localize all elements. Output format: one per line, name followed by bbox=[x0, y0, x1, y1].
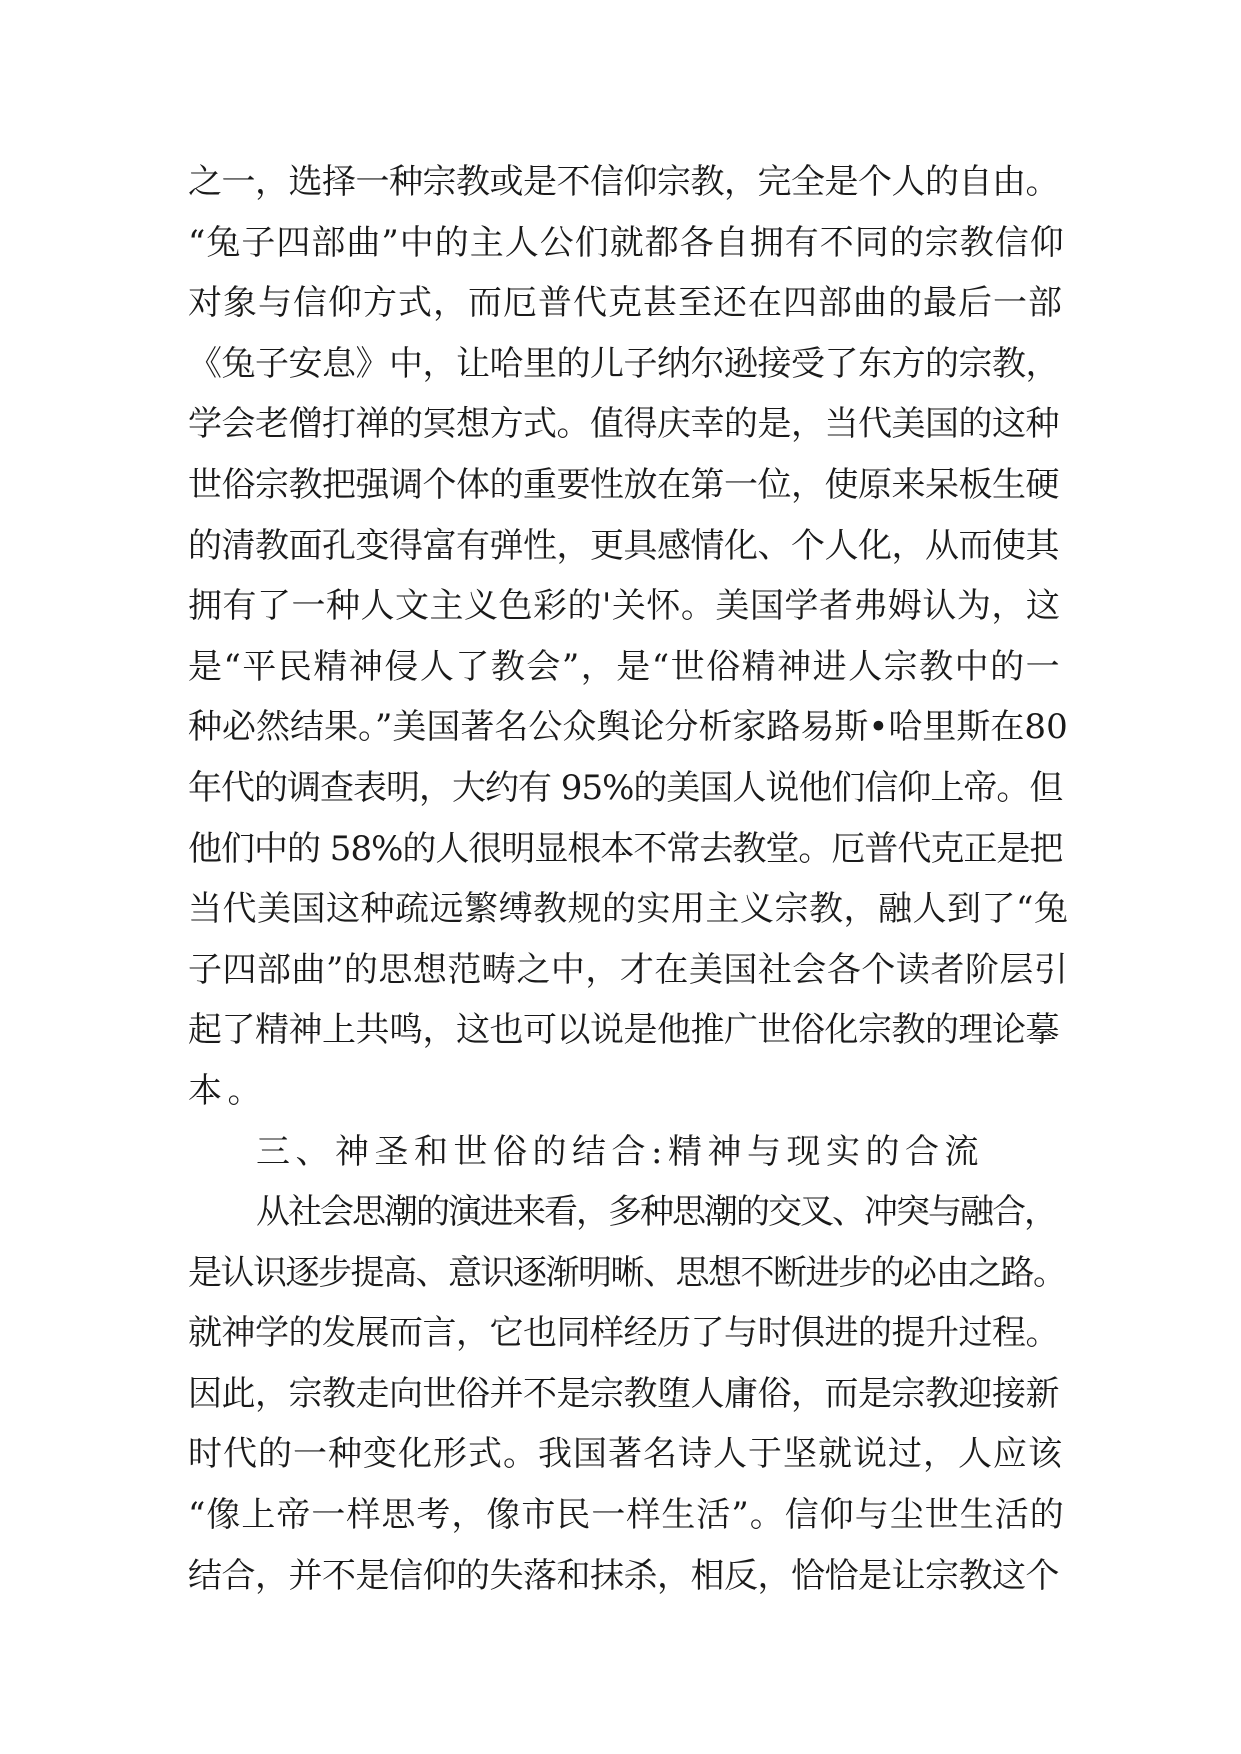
text-line: 学会老僧打禅的冥想方式。值得庆幸的是，当代美国的这种 bbox=[188, 404, 1059, 445]
text-line: 子四部曲”的思想范畴之中，才在美国社会各个读者阶层引 bbox=[188, 949, 1069, 990]
text-line: 是认识逐步提高、意识逐渐明晰、思想不断进步的必由之路。 bbox=[188, 1252, 1066, 1293]
text-line: 就神学的发展而言，它也同样经历了与时俱进的提升过程。 bbox=[188, 1313, 1059, 1354]
text-line: 拥有了一种人文主义色彩的'关怀。美国学者弗姆认为，这 bbox=[188, 586, 1061, 627]
text-line: “像上帝一样思考，像市民一样生活”。信仰与尘世生活的 bbox=[188, 1495, 1065, 1536]
text-line: 当代美国这种疏远繁缚教规的实用主义宗教，融人到了“兔 bbox=[188, 889, 1069, 930]
text-line: 本。 bbox=[188, 1070, 267, 1111]
text-line: 结合，并不是信仰的失落和抹杀，相反，恰恰是让宗教这个 bbox=[188, 1555, 1059, 1596]
text-line: 对象与信仰方式，而厄普代克甚至还在四部曲的最后一部 bbox=[188, 283, 1063, 324]
text-line: “兔子四部曲”中的主人公们就都各自拥有不同的宗教信仰 bbox=[188, 222, 1065, 263]
text-line: 是“平民精神侵人了教会”，是“世俗精神进人宗教中的一 bbox=[188, 646, 1062, 687]
text-line: 世俗宗教把强调个体的重要性放在第一位，使原来呆板生硬 bbox=[188, 464, 1059, 505]
text-line: 《兔子安息》中，让哈里的儿子纳尔逊接受了东方的宗教， bbox=[188, 343, 1059, 384]
text-line: 年代的调查表明，大约有 95%的美国人说他们信仰上帝。但 bbox=[188, 767, 1063, 808]
text-line: 种必然结果。”美国著名公众舆论分析家路易斯•哈里斯在80 bbox=[188, 707, 1068, 748]
text-line: 从社会思潮的演进来看，多种思潮的交叉、冲突与融合， bbox=[256, 1192, 1056, 1233]
text-line: 时代的一种变化形式。我国著名诗人于坚就说过，人应该 bbox=[188, 1434, 1063, 1475]
text-line: 起了精神上共鸣，这也可以说是他推广世俗化宗教的理论摹 bbox=[188, 1010, 1059, 1051]
text-line: 的清教面孔变得富有弹性，更具感情化、个人化，从而使其 bbox=[188, 525, 1059, 566]
body-text bbox=[188, 152, 1068, 1606]
text-line: 他们中的 58%的人很明显根本不常去教堂。厄普代克正是把 bbox=[188, 828, 1063, 869]
text-line: 因此，宗教走向世俗并不是宗教堕人庸俗，而是宗教迎接新 bbox=[188, 1373, 1059, 1414]
text-line: 三、神圣和世俗的结合:精神与现实的合流 bbox=[256, 1131, 984, 1172]
text-line: 之一，选择一种宗教或是不信仰宗教，完全是个人的自由。 bbox=[188, 162, 1059, 202]
